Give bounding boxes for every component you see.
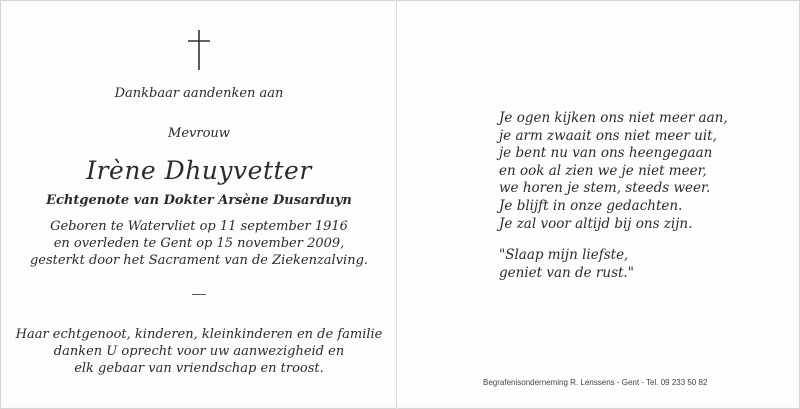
poem-line: Je blijft in onze gedachten. xyxy=(499,197,683,214)
right-page xyxy=(397,2,797,406)
life-line: gesterkt door het Sacrament van de Ziekenzalving. xyxy=(29,253,369,268)
poem-line: je bent nu van ons heengegaan xyxy=(499,145,713,162)
thanks-line: elk gebaar van vriendschap en troost. xyxy=(74,361,324,376)
left-page xyxy=(2,2,397,406)
thanks-line: danken U oprecht voor uw aanwezigheid en xyxy=(53,344,345,359)
poem xyxy=(499,110,728,233)
separator-dash xyxy=(192,294,206,295)
poem-line: je arm zwaait ons niet meer uit, xyxy=(499,127,717,144)
cross-icon xyxy=(184,30,214,70)
life-line: Geboren te Watervliet op 11 september 1916 xyxy=(50,219,348,234)
dedication-text: Dankbaar aandenken aan xyxy=(114,86,284,101)
poem-line: en ook al zien we je niet meer, xyxy=(499,162,707,179)
poem-line: Je ogen kijken ons niet meer aan, xyxy=(499,110,728,126)
quote-line: "Slaap mijn liefste, xyxy=(499,247,629,263)
deceased-name: Irène Dhuyvetter xyxy=(86,156,312,185)
life-line: en overleden te Gent op 15 november 2009, xyxy=(53,236,345,251)
quote-line: geniet van de rust." xyxy=(499,264,634,281)
title-text: Mevrouw xyxy=(168,126,230,141)
closing-quote xyxy=(499,247,634,282)
life-details xyxy=(2,218,396,269)
spouse-line: Echtgenote van Dokter Arsène Dusarduyn xyxy=(46,193,352,208)
funeral-home-footer: Begrafenisonderneming R. Lenssens - Gent - Tel. 09 233 50 82 xyxy=(483,378,708,387)
poem-line: we horen je stem, steeds weer. xyxy=(499,180,711,197)
thanks-line: Haar echtgenoot, kinderen, kleinkinderen en de familie xyxy=(15,327,383,342)
family-thanks xyxy=(2,326,396,377)
poem-line: Je zal voor altijd bij ons zijn. xyxy=(499,215,693,232)
